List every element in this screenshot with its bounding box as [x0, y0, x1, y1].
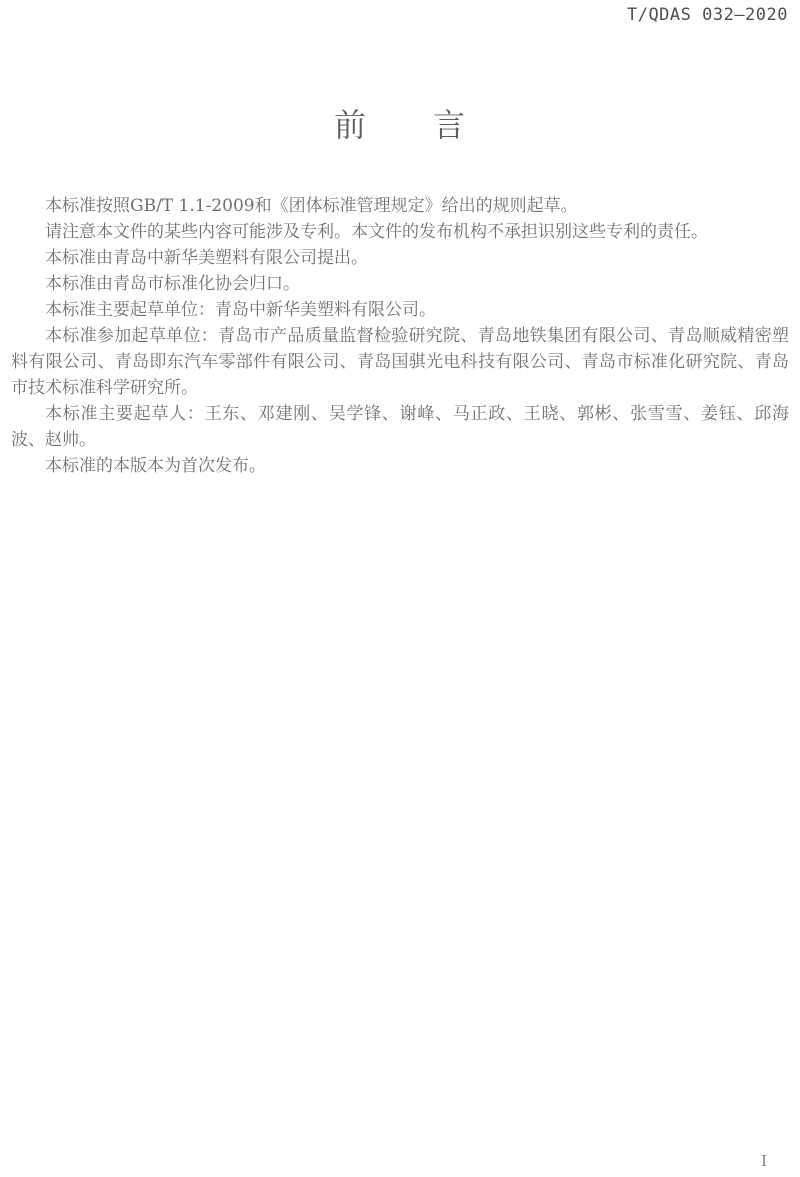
foreword-paragraph: 本标准由青岛市标准化协会归口。 [45, 274, 300, 294]
foreword-paragraph: 本标准主要起草人：王东、邓建刚、吴学锋、谢峰、马正政、王晓、郭彬、张雪雪、姜钰、邱海波、赵帅。 [11, 404, 789, 450]
foreword-paragraph: 本标准按照GB/T 1.1-2009和《团体标准管理规定》给出的规则起草。 [45, 196, 578, 216]
foreword-paragraph: 请注意本文件的某些内容可能涉及专利。本文件的发布机构不承担识别这些专利的责任。 [45, 222, 708, 242]
page-number: I [761, 1152, 767, 1170]
foreword-paragraph: 本标准主要起草单位：青岛中新华美塑料有限公司。 [45, 300, 436, 320]
foreword-paragraph: 本标准由青岛中新华美塑料有限公司提出。 [45, 248, 368, 268]
foreword-body [11, 193, 789, 479]
foreword-paragraph: 本标准的本版本为首次发布。 [45, 456, 266, 476]
foreword-paragraph: 本标准参加起草单位：青岛市产品质量监督检验研究院、青岛地铁集团有限公司、青岛顺威精密塑料有限公司、青岛即东汽车零部件有限公司、青岛国骐光电科技有限公司、青岛市标准化研究院、青岛市技术标准科学研究所。 [11, 326, 789, 398]
standard-number: T/QDAS 032—2020 [626, 5, 788, 25]
page-title: 前 言 [333, 106, 466, 144]
